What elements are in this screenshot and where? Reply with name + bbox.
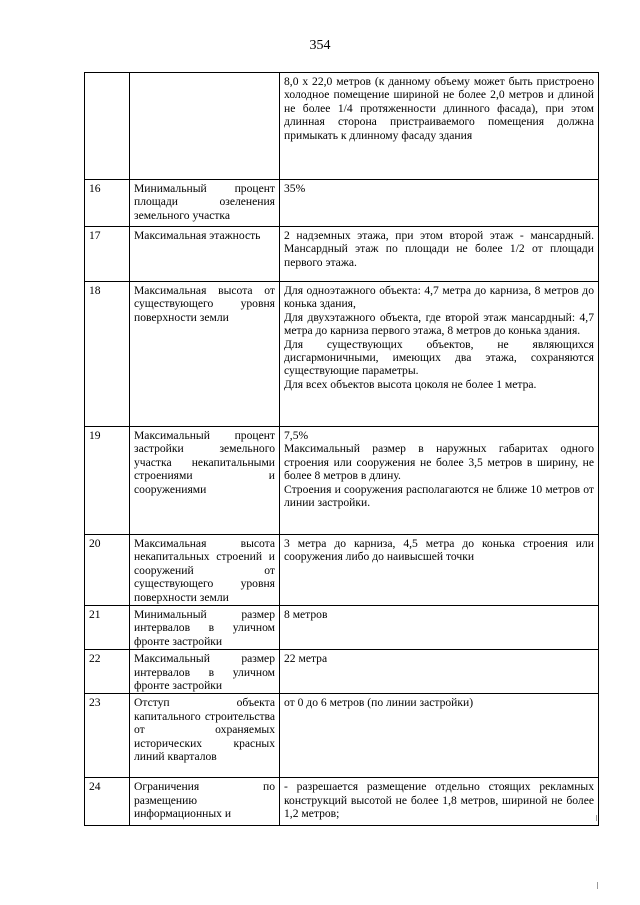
value-paragraph: Строения и сооружения располагаются не ближе 10 метров от линии застройки. xyxy=(284,482,594,510)
row-number: 24 xyxy=(85,778,130,826)
parameter-name: Максимальный процент застройки земельного участка некапитальными строениями и сооружениями xyxy=(130,427,280,535)
row-number: 23 xyxy=(85,694,130,778)
parameter-value xyxy=(280,535,599,606)
value-paragraph: Для одноэтажного объекта: 4,7 метра до карниза, 8 метров до конька здания, xyxy=(284,284,594,311)
value-paragraph: 8 метров xyxy=(284,608,328,622)
value-paragraph: Максимальный размер в наружных габаритах одного строения или сооружения не более 3,5 метров в ширину, не более 8 метров в длину. xyxy=(284,442,594,483)
regulations-table xyxy=(84,72,599,826)
parameter-value xyxy=(280,778,599,826)
page-number: 354 xyxy=(309,38,331,53)
parameter-name: Максимальная этажность xyxy=(130,227,280,282)
value-paragraph: Для существующих объектов, не являющихся дисгармоничными, имеющих два этажа, сохраняются существующие параметры. xyxy=(284,337,594,378)
parameter-value xyxy=(280,650,599,694)
row-number xyxy=(85,73,130,180)
table-row xyxy=(85,227,599,282)
table-row xyxy=(85,694,599,778)
value-paragraph: - разрешается размещение отдельно стоящих рекламных конструкций высотой не более 1,8 метров, шириной не более 1,2 метров; xyxy=(284,780,594,821)
parameter-name: Отступ объекта капитального строительства от охраняемых исторических красных линий кварталов xyxy=(130,694,280,778)
row-number: 18 xyxy=(85,282,130,427)
table-row xyxy=(85,427,599,535)
parameter-value xyxy=(280,694,599,778)
value-paragraph: 22 метра xyxy=(284,652,328,666)
table-row xyxy=(85,606,599,650)
parameter-value xyxy=(280,73,599,180)
row-number: 17 xyxy=(85,227,130,282)
value-paragraph: 8,0 х 22,0 метров (к данному объему может быть пристроено холодное помещение шириной не более 2,0 метров и длиной не более 1/4 протяженности длинного фасада), при этом длинная сторона пристраиваемого помещения должна примыкать к длинному фасаду здания xyxy=(284,75,594,142)
value-paragraph: Для двухэтажного объекта, где второй этаж мансардный: 4,7 метра до карниза первого этажа, 8 метров до конька здания. xyxy=(284,310,594,338)
row-number: 16 xyxy=(85,180,130,227)
table-row xyxy=(85,282,599,427)
row-number: 21 xyxy=(85,606,130,650)
value-paragraph: Для всех объектов высота цоколя не более 1 метра. xyxy=(284,377,537,391)
parameter-name: Минимальный процент площади озеленения земельного участка xyxy=(130,180,280,227)
parameter-name: Максимальная высота некапитальных строений и сооружений от существующего уровня поверхности земли xyxy=(130,535,280,606)
value-paragraph: 3 метра до карниза, 4,5 метра до конька строения или сооружения либо до наивысшей точки xyxy=(284,537,594,564)
row-number: 22 xyxy=(85,650,130,694)
table-row xyxy=(85,73,599,180)
scan-mark xyxy=(597,882,598,889)
parameter-value xyxy=(280,282,599,427)
parameter-name: Максимальная высота от существующего уровня поверхности земли xyxy=(130,282,280,427)
parameter-value xyxy=(280,227,599,282)
row-number: 20 xyxy=(85,535,130,606)
value-paragraph: 2 надземных этажа, при этом второй этаж - мансардный. Мансардный этаж по площади не более 1/2 от площади первого этажа. xyxy=(284,229,594,269)
parameter-value xyxy=(280,180,599,227)
table-row xyxy=(85,650,599,694)
value-paragraph: от 0 до 6 метров (по линии застройки) xyxy=(284,696,474,710)
scan-mark xyxy=(596,815,597,821)
table-row xyxy=(85,180,599,227)
table-row xyxy=(85,778,599,826)
value-paragraph: 7,5% xyxy=(284,429,309,442)
table-row xyxy=(85,535,599,606)
value-paragraph: 35% xyxy=(284,182,306,195)
parameter-name xyxy=(130,73,280,180)
parameter-name: Ограничения по размещению информационных и xyxy=(130,778,280,826)
parameter-name: Максимальный размер интервалов в уличном фронте застройки xyxy=(130,650,280,694)
parameter-value xyxy=(280,606,599,650)
row-number: 19 xyxy=(85,427,130,535)
parameter-value xyxy=(280,427,599,535)
parameter-name: Минимальный размер интервалов в уличном фронте застройки xyxy=(130,606,280,650)
